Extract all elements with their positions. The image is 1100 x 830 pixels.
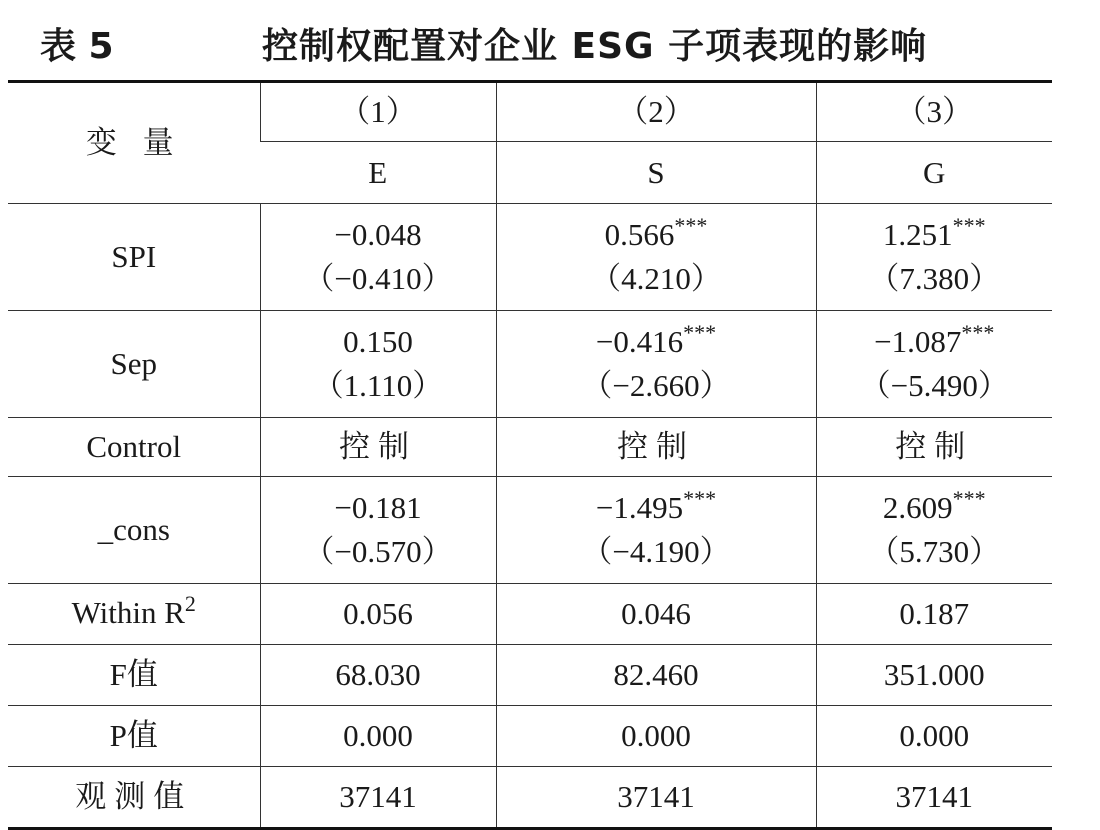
row-label-observations: 观测值	[8, 767, 260, 829]
column-number-3: （3）	[816, 82, 1052, 142]
cell-spi-2	[496, 204, 816, 311]
row-label-control: Control	[8, 418, 260, 477]
row-label-cons: _cons	[8, 477, 260, 584]
cell-cons-2	[496, 477, 816, 584]
table-number: 表 5	[40, 26, 114, 67]
table-row-cons	[8, 477, 1052, 584]
cell-sep-2	[496, 311, 816, 418]
within-r-label: Within R	[71, 594, 185, 630]
cell-sep-1	[260, 311, 496, 418]
cell-p-value-1: 0.000	[260, 706, 496, 767]
coef-value: 0.150	[343, 324, 413, 359]
t-statistic: （−0.570）	[303, 534, 453, 569]
column-number-1: （1）	[260, 82, 496, 142]
row-label-within-r2	[8, 584, 260, 645]
significance-stars: ***	[674, 213, 708, 238]
table-row-spi	[8, 204, 1052, 311]
cell-spi-3	[816, 204, 1052, 311]
table-row-sep	[8, 311, 1052, 418]
significance-stars: ***	[683, 320, 717, 345]
t-statistic: （−0.410）	[303, 261, 453, 296]
table-row-control	[8, 418, 1052, 477]
t-statistic: （1.110）	[312, 368, 444, 403]
significance-stars: ***	[961, 320, 995, 345]
t-statistic: （−4.190）	[581, 534, 731, 569]
cell-observations-3: 37141	[816, 767, 1052, 829]
coef-value: 2.609	[882, 490, 953, 525]
cell-f-value-2: 82.460	[496, 645, 816, 706]
cell-f-value-1: 68.030	[260, 645, 496, 706]
column-name-3: G	[816, 142, 1052, 204]
cell-f-value-3: 351.000	[816, 645, 1052, 706]
t-statistic: （7.380）	[868, 261, 1001, 296]
cell-within-r2-3: 0.187	[816, 584, 1052, 645]
cell-sep-3	[816, 311, 1052, 418]
row-label-f-value: F值	[8, 645, 260, 706]
coef-value: −0.416	[595, 324, 684, 359]
coef-value: 0.566	[604, 217, 675, 252]
t-statistic: （−5.490）	[859, 368, 1009, 403]
significance-stars: ***	[952, 213, 986, 238]
table-caption	[0, 0, 1100, 80]
cell-control-3: 控制	[816, 418, 1052, 477]
row-label-sep: Sep	[8, 311, 260, 418]
coef-value: −0.181	[334, 490, 422, 525]
cell-within-r2-1: 0.056	[260, 584, 496, 645]
cell-control-1: 控制	[260, 418, 496, 477]
cell-p-value-2: 0.000	[496, 706, 816, 767]
table-title: 控制权配置对企业 ESG 子项表现的影响	[262, 26, 928, 67]
variable-header: 变 量	[8, 82, 260, 204]
cell-cons-1	[260, 477, 496, 584]
cell-within-r2-2: 0.046	[496, 584, 816, 645]
t-statistic: （−2.660）	[581, 368, 731, 403]
cell-control-2: 控制	[496, 418, 816, 477]
column-number-2: （2）	[496, 82, 816, 142]
table-row-p-value	[8, 706, 1052, 767]
column-name-2: S	[496, 142, 816, 204]
coef-value: −0.048	[334, 217, 422, 252]
coef-value: −1.087	[874, 324, 962, 359]
significance-stars: ***	[683, 486, 717, 511]
header-row-numbers	[8, 82, 1052, 142]
cell-spi-1	[260, 204, 496, 311]
row-label-p-value: P值	[8, 706, 260, 767]
table-row-observations	[8, 767, 1052, 829]
column-name-1: E	[260, 142, 496, 204]
cell-observations-1: 37141	[260, 767, 496, 829]
significance-stars: ***	[952, 486, 986, 511]
regression-table	[8, 80, 1052, 830]
coef-value: 1.251	[882, 217, 953, 252]
row-label-spi: SPI	[8, 204, 260, 311]
superscript-2: 2	[184, 590, 196, 616]
cell-observations-2: 37141	[496, 767, 816, 829]
coef-value: −1.495	[595, 490, 684, 525]
t-statistic: （4.210）	[590, 261, 722, 296]
t-statistic: （5.730）	[868, 534, 1001, 569]
cell-p-value-3: 0.000	[816, 706, 1052, 767]
table-row-f-value	[8, 645, 1052, 706]
table-row-within-r2	[8, 584, 1052, 645]
cell-cons-3	[816, 477, 1052, 584]
